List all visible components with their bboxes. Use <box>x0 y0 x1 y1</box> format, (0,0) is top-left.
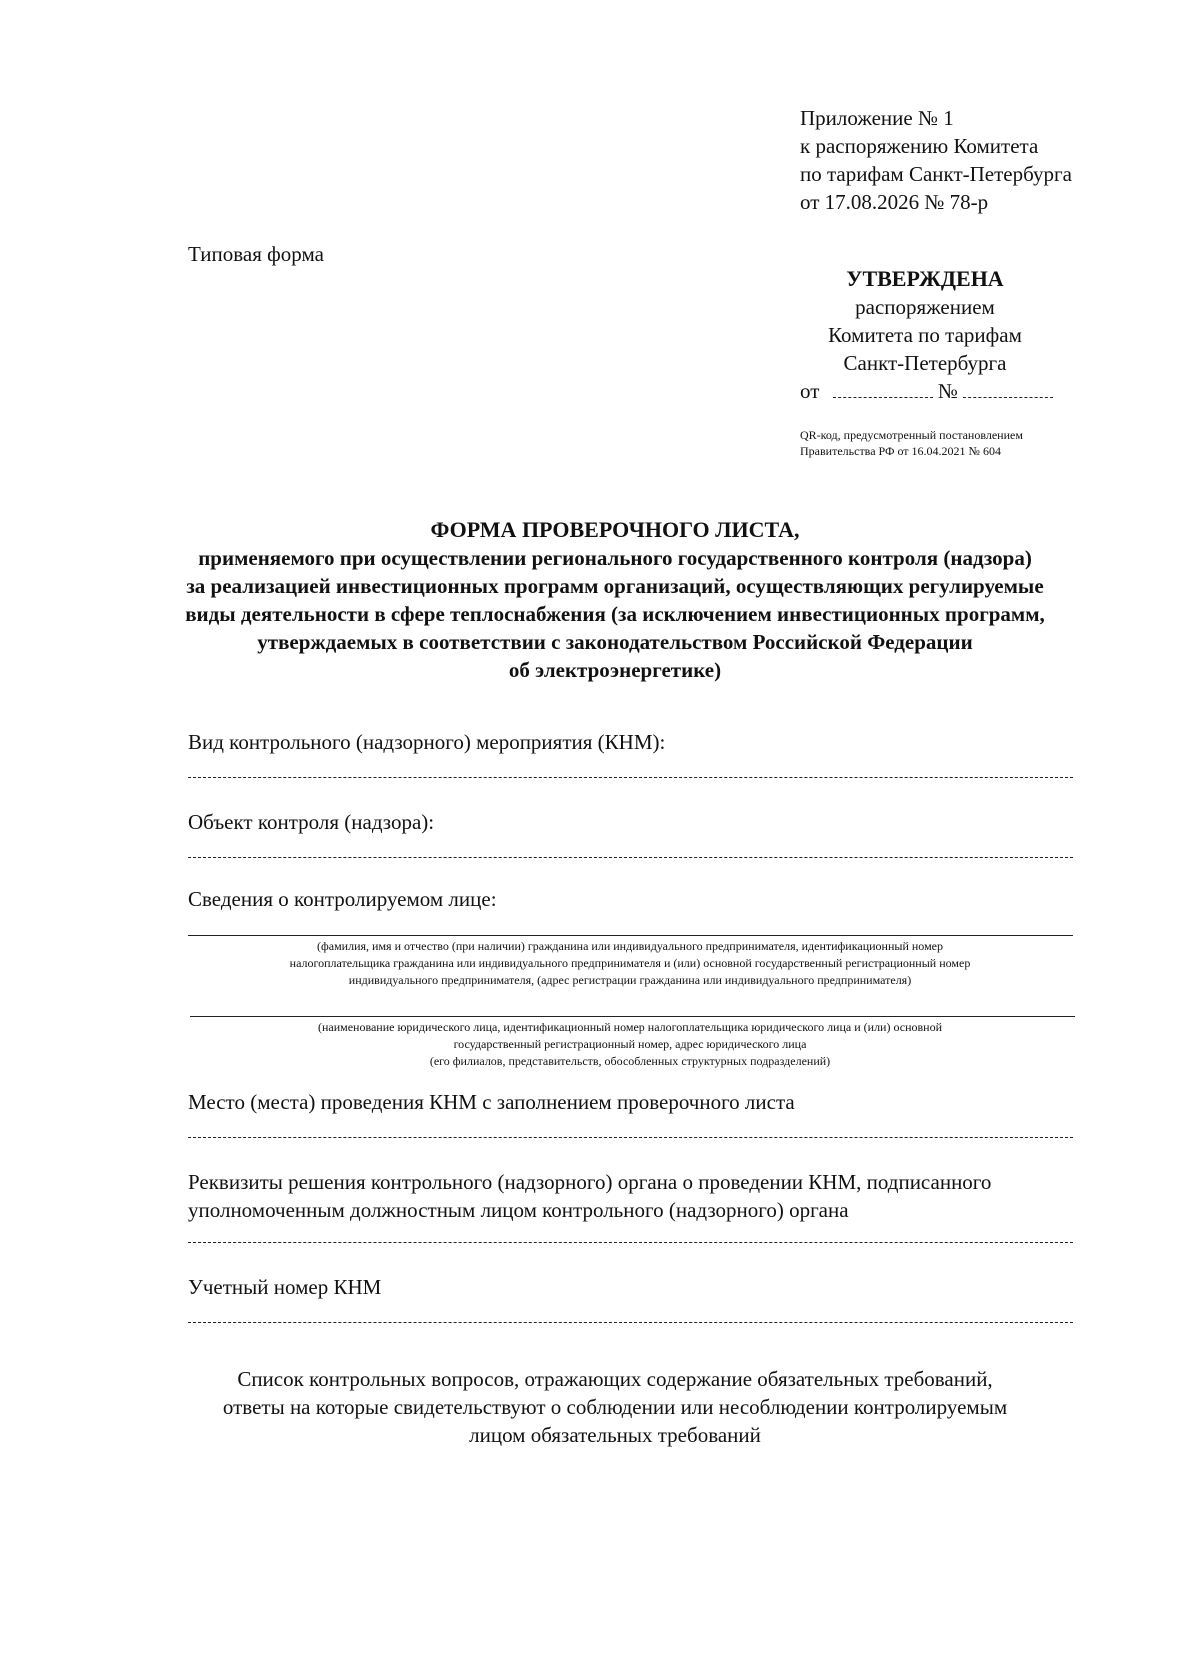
account-number-label: Учетный номер КНМ <box>188 1275 382 1299</box>
approved-line: распоряжением <box>855 295 995 319</box>
number-blank <box>963 379 1053 398</box>
citizen-fill-line[interactable] <box>188 935 1073 936</box>
qr-code-note <box>800 427 1023 459</box>
caption-line: государственный регистрационный номер, адрес юридического лица <box>453 1037 807 1051</box>
controlled-person-label: Сведения о контролируемом лице: <box>188 887 497 911</box>
typical-form-label: Типовая форма <box>188 242 324 266</box>
knm-type-fill-line[interactable] <box>188 777 1073 778</box>
caption-line: (его филиалов, представительств, обособленных структурных подразделений) <box>429 1054 831 1068</box>
title-line: за реализацией инвестиционных программ организаций, осуществляющих регулируемые <box>186 574 1044 598</box>
knm-type-label: Вид контрольного (надзорного) мероприятия (КНМ): <box>188 730 666 754</box>
title-line: применяемого при осуществлении регионального государственного контроля (надзора) <box>198 546 1032 570</box>
title-line: утверждаемых в соответствии с законодательством Российской Федерации <box>257 630 973 654</box>
footer-line: ответы на которые свидетельствуют о соблюдении или несоблюдении контролируемым <box>222 1395 1008 1419</box>
citizen-caption <box>130 938 1130 989</box>
appendix-line: по тарифам Санкт-Петербурга <box>800 162 1072 186</box>
document-title <box>130 516 1100 684</box>
approved-block <box>780 265 1070 405</box>
appendix-line: Приложение № 1 <box>800 106 954 130</box>
decision-line: уполномоченным должностным лицом контрольного (надзорного) органа <box>188 1198 849 1222</box>
appendix-line: к распоряжению Комитета <box>800 134 1039 158</box>
place-label: Место (места) проведения КНМ с заполнением проверочного листа <box>188 1090 795 1114</box>
footer-line: Список контрольных вопросов, отражающих содержание обязательных требований, <box>237 1367 993 1391</box>
caption-line: индивидуального предпринимателя, (адрес регистрации гражданина или индивидуального предпринимателя) <box>348 973 912 987</box>
control-object-label: Объект контроля (надзора): <box>188 810 435 834</box>
approved-line: Комитета по тарифам <box>828 323 1022 347</box>
decision-fill-line[interactable] <box>188 1242 1073 1243</box>
qr-note-line: QR-код, предусмотренный постановлением <box>800 428 1023 442</box>
legal-entity-fill-line[interactable] <box>190 1016 1075 1017</box>
caption-line: (фамилия, имя и отчество (при наличии) гражданина или индивидуального предпринимателя, идентификационный номер <box>316 939 943 953</box>
legal-entity-caption <box>130 1019 1130 1070</box>
control-object-fill-line[interactable] <box>188 857 1073 858</box>
title-line: об электроэнергетике) <box>508 658 722 682</box>
appendix-line: от 17.08.2026 № 78-р <box>800 190 989 214</box>
date-label: от <box>800 379 820 403</box>
title-line: виды деятельности в сфере теплоснабжения (за исключением инвестиционных программ, <box>185 602 1045 626</box>
approved-date-number <box>780 377 1070 405</box>
approved-line: Санкт-Петербурга <box>843 351 1007 375</box>
decision-line: Реквизиты решения контрольного (надзорного) органа о проведении КНМ, подписанного <box>188 1170 992 1194</box>
qr-note-line: Правительства РФ от 16.04.2021 № 604 <box>800 444 1001 458</box>
caption-line: налогоплательщика гражданина или индивидуального предпринимателя и (или) основной государственный регистрационный номер <box>289 956 971 970</box>
caption-line: (наименование юридического лица, идентификационный номер налогоплательщика юридического лица и (или) основной <box>317 1020 943 1034</box>
title-main: ФОРМА ПРОВЕРОЧНОГО ЛИСТА, <box>430 517 800 542</box>
appendix-block <box>800 104 1072 216</box>
place-fill-line[interactable] <box>188 1137 1073 1138</box>
number-label: № <box>937 379 958 403</box>
date-blank <box>833 379 933 398</box>
approved-heading: УТВЕРЖДЕНА <box>846 266 1004 291</box>
decision-requisites-label <box>188 1168 991 1224</box>
footer-line: лицом обязательных требований <box>469 1423 761 1447</box>
control-questions-heading <box>130 1365 1100 1449</box>
account-number-fill-line[interactable] <box>188 1322 1073 1323</box>
